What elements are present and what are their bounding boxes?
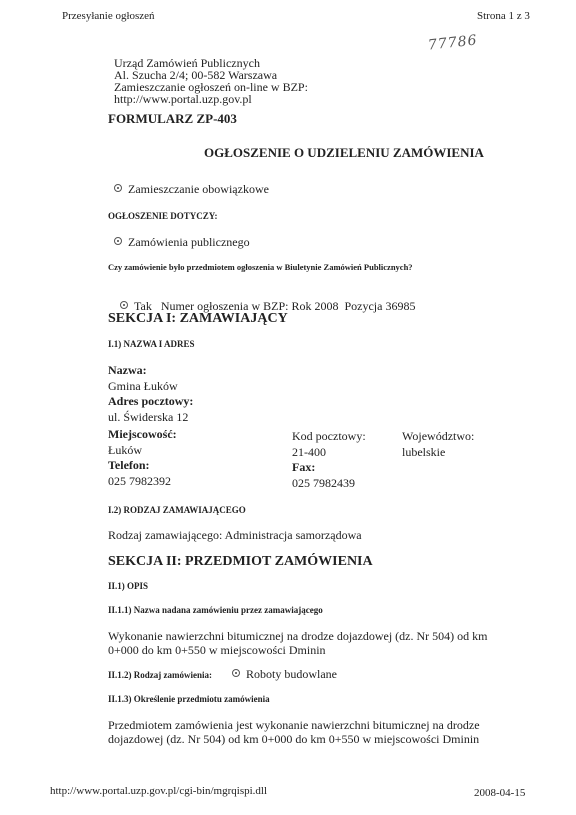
section-2-1-3-heading: II.1.3) Określenie przedmiotu zamówienia [108,694,270,704]
fax-label: Fax: [292,460,316,474]
description-line: Przedmiotem zamówienia jest wykonanie nawierzchni bitumicznej na drodze [108,718,480,732]
name-value: Gmina Łuków [108,379,178,393]
postal-label: Kod pocztowy: [292,429,366,443]
name-label: Nazwa: [108,363,147,377]
fax-value: 025 7982439 [292,476,355,490]
contract-name-line: 0+000 do km 0+550 w miejscowości Dminin [108,643,326,657]
description-line: dojazdowej (dz. Nr 504) od km 0+000 do km 0+550 w miejscowości Dminin [108,732,480,746]
page-number: Strona 1 z 3 [477,10,530,22]
address-value: ul. Świderska 12 [108,410,189,424]
concerns-option: Zamówienia publicznego [114,235,250,250]
org-line: Zamieszczanie ogłoszeń on-line w BZP: [114,80,308,94]
contract-name-line: Wykonanie nawierzchni bitumicznej na drodze dojazdowej (dz. Nr 504) od km [108,629,488,643]
placement-option: Zamieszczanie obowiązkowe [114,182,269,197]
org-line: Urząd Zamówień Publicznych [114,56,260,70]
radio-selected-icon [114,184,122,192]
radio-selected-icon [120,301,128,309]
voivodeship-value: lubelskie [402,445,446,459]
postal-value: 21-400 [292,445,326,459]
document-title: OGŁOSZENIE O UDZIELENIU ZAMÓWIENIA [204,145,484,160]
form-code: FORMULARZ ZP-403 [108,111,237,126]
bzp-question: Czy zamówienie było przedmiotem ogłoszenia w Biuletynie Zamówień Publicznych? [108,262,413,272]
section-1-title: SEKCJA I: ZAMAWIAJĄCY [108,311,288,326]
city-value: Łuków [108,443,142,457]
section-2-1-heading: II.1) OPIS [108,581,149,591]
header-left: Przesyłanie ogłoszeń [62,10,155,22]
section-2-title: SEKCJA II: PRZEDMIOT ZAMÓWIENIA [108,554,373,569]
address-label: Adres pocztowy: [108,394,194,408]
phone-value: 025 7982392 [108,474,171,488]
footer-url: http://www.portal.uzp.gov.pl/cgi-bin/mgrqispi.dll [50,785,268,797]
handwritten-number: 77786 [427,32,479,54]
org-line: Al. Szucha 2/4; 00-582 Warszawa [114,68,278,82]
section-1-1-heading: I.1) NAZWA I ADRES [108,339,195,349]
phone-label: Telefon: [108,458,150,472]
section-1-2-heading: I.2) RODZAJ ZAMAWIAJĄCEGO [108,505,246,515]
concerns-heading: OGŁOSZENIE DOTYCZY: [108,211,218,221]
contract-type-option: Roboty budowlane [232,667,337,682]
section-2-1-2-label: II.1.2) Rodzaj zamówienia: [108,670,212,680]
org-url: http://www.portal.uzp.gov.pl [114,92,252,106]
footer-date: 2008-04-15 [474,787,526,799]
radio-selected-icon [114,237,122,245]
bzp-answer: Tak Numer ogłoszenia w BZP: Rok 2008 Pozycja 36985 [114,284,415,314]
voivodeship-label: Województwo: [402,429,475,443]
section-2-1-1-heading: II.1.1) Nazwa nadana zamówieniu przez zamawiającego [108,605,323,615]
contracting-type: Rodzaj zamawiającego: Administracja samorządowa [108,528,362,542]
city-label: Miejscowość: [108,427,177,441]
radio-selected-icon [232,669,240,677]
